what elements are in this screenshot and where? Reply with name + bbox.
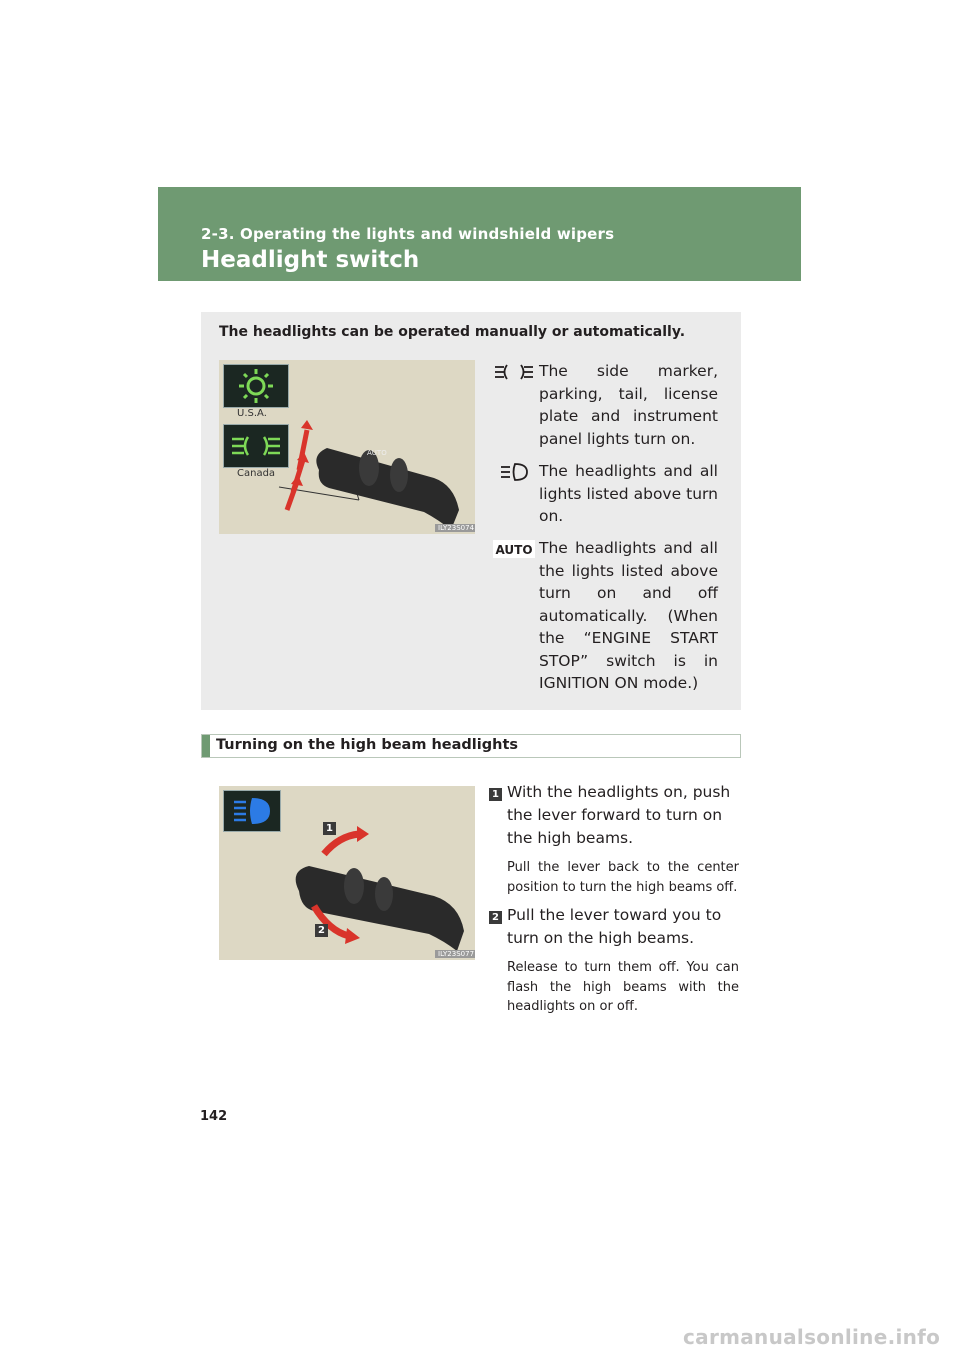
- step-1-badge: 1: [489, 788, 502, 801]
- high-beam-heading: [201, 734, 741, 758]
- switch-lever-illustration: [219, 360, 475, 534]
- overview-box: [201, 312, 741, 710]
- watermark: carmanualsonline.info: [683, 1325, 941, 1349]
- switch-auto-label: AUTO: [367, 449, 387, 457]
- step-2-badge: 2: [489, 911, 502, 924]
- step-1-text: With the headlights on, push the lever forward to turn on the high beams.: [507, 783, 731, 847]
- step-1-marker: 1: [323, 822, 336, 835]
- step-1-note: Pull the lever back to the center position to turn the high beams off.: [507, 860, 739, 895]
- figure-code: ILY23S074: [435, 524, 475, 532]
- section-label: 2-3. Operating the lights and windshield wipers: [201, 225, 615, 243]
- mode-parking-text: The side marker, parking, tail, license plate and instrument panel lights turn on.: [539, 362, 718, 448]
- heading-marker: [202, 735, 210, 757]
- parking-lights-icon: [493, 362, 535, 382]
- mode-parking: [539, 360, 718, 450]
- figure-code-2: ILY23S077: [435, 950, 475, 958]
- svg-text:AUTO: AUTO: [495, 543, 533, 557]
- high-beam-heading-text: Turning on the high beam headlights: [216, 737, 519, 753]
- mode-headlights-text: The headlights and all lights listed above turn on.: [539, 462, 718, 525]
- page-number: 142: [200, 1109, 228, 1124]
- step-2-note: Release to turn them off. You can flash the high beams with the headlights on or off.: [507, 960, 739, 1014]
- high-beam-lever-illustration: [219, 786, 475, 960]
- intro-text: The headlights can be operated manually or automatically.: [219, 324, 686, 340]
- step-2-marker: 2: [315, 924, 328, 937]
- headlight-switch-photo: [219, 360, 475, 534]
- mode-auto-text: The headlights and all the lights listed above turn on and off automatically. (When the “ENGINE START STOP” switch is in IGNITION ON mode.): [539, 539, 718, 692]
- mode-headlights: [539, 460, 718, 528]
- mode-auto: [495, 537, 718, 695]
- step-2-text: Pull the lever toward you to turn on the high beams.: [507, 906, 722, 947]
- header-band: [158, 187, 801, 281]
- page-title: Headlight switch: [201, 247, 420, 273]
- canada-label: Canada: [237, 468, 276, 479]
- usa-label: U.S.A.: [237, 408, 267, 419]
- headlights-icon: [493, 462, 535, 482]
- high-beam-photo: [219, 786, 475, 960]
- auto-icon: [493, 539, 535, 559]
